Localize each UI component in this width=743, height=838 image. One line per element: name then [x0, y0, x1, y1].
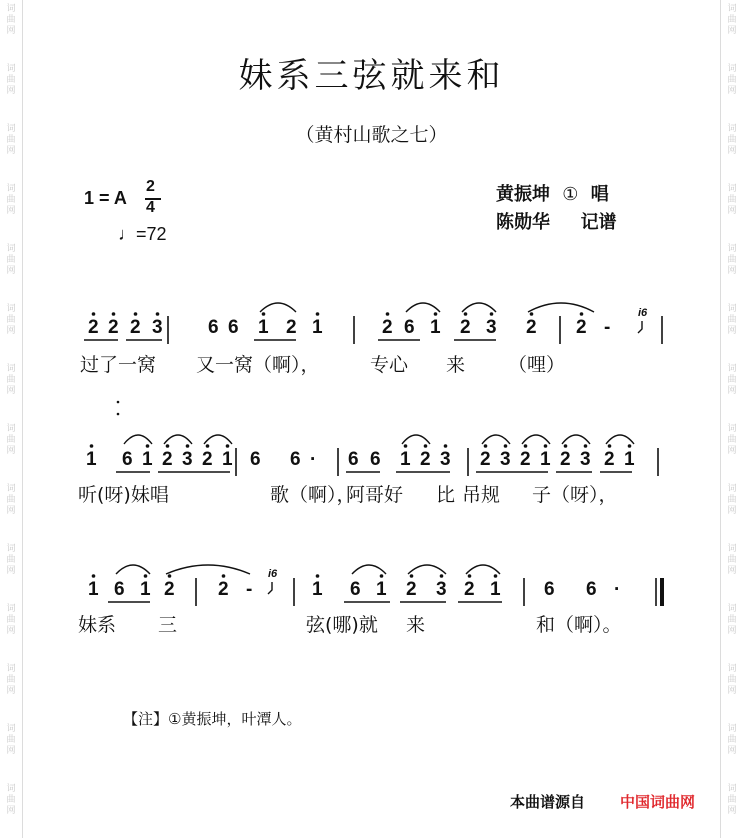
note: 6	[228, 317, 239, 338]
watermark-text: 词 曲 网	[6, 424, 16, 456]
watermark-text: 词 曲 网	[727, 484, 737, 516]
watermark-text: 词 曲 网	[6, 724, 16, 756]
note: 2	[460, 317, 471, 338]
note: 2	[382, 317, 393, 338]
watermark-text: 词 曲 网	[6, 124, 16, 156]
slur	[466, 565, 500, 574]
source-label: 本曲谱源自	[510, 793, 586, 811]
octave-dot	[404, 444, 408, 448]
note: 1	[400, 449, 411, 470]
note: 1	[86, 449, 97, 470]
watermark-text: 词 曲 网	[727, 184, 737, 216]
slur	[166, 565, 250, 574]
watermark-text: 词 曲 网	[727, 664, 737, 696]
note: 6	[350, 579, 361, 600]
note: 2	[218, 579, 229, 600]
note: 1	[312, 317, 323, 338]
slur	[606, 435, 634, 444]
note: 3	[500, 449, 511, 470]
footnote: 【注】①黄振坤，叶潭人。	[123, 710, 302, 728]
lyric-text: 三	[158, 614, 178, 636]
note: 3	[436, 579, 447, 600]
note: 6	[370, 449, 381, 470]
note: 1	[258, 317, 269, 338]
octave-dot	[504, 444, 508, 448]
octave-dot	[544, 444, 548, 448]
octave-dot	[144, 574, 148, 578]
lyric-text: 吊规	[462, 484, 501, 506]
octave-dot	[316, 312, 320, 316]
note: 2	[88, 317, 99, 338]
note: 2	[420, 449, 431, 470]
grace-note: i6	[268, 568, 278, 580]
lyric-text: 来	[446, 354, 466, 376]
tempo-value: =72	[136, 224, 167, 244]
note: 1	[140, 579, 151, 600]
transcriber-name: 陈勋华	[496, 212, 550, 233]
note: 2	[526, 317, 537, 338]
watermark-text: 词 曲 网	[6, 484, 16, 516]
note: 6	[208, 317, 219, 338]
octave-dot	[112, 312, 116, 316]
note: 6	[544, 579, 555, 600]
watermark-text: 词 曲 网	[6, 304, 16, 336]
transcriber-role: 记谱	[580, 212, 617, 233]
watermark-text: 词 曲 网	[727, 424, 737, 456]
slur	[260, 303, 296, 312]
time-signature-denominator: 4	[146, 199, 155, 216]
octave-dot	[134, 312, 138, 316]
watermark-text: 词 曲 网	[727, 724, 737, 756]
lyric-text: 来	[406, 614, 426, 636]
octave-dot	[444, 444, 448, 448]
watermark-text: 词 曲 网	[6, 4, 16, 36]
note: 2	[576, 317, 587, 338]
slur	[528, 303, 594, 312]
slur	[562, 435, 590, 444]
note: 1	[430, 317, 441, 338]
note: 2	[286, 317, 297, 338]
note: 2	[162, 449, 173, 470]
watermark-text: 词 曲 网	[6, 604, 16, 636]
watermark-text: 词 曲 网	[727, 364, 737, 396]
octave-dot	[386, 312, 390, 316]
breath-dot	[117, 413, 120, 416]
note: 2	[604, 449, 615, 470]
octave-dot	[484, 444, 488, 448]
note: 3	[152, 317, 163, 338]
note: 6	[122, 449, 133, 470]
slur	[352, 565, 386, 574]
watermark-text: 词 曲 网	[727, 304, 737, 336]
note: 6	[404, 317, 415, 338]
note: 2	[480, 449, 491, 470]
octave-dot	[580, 312, 584, 316]
watermark-text: 词 曲 网	[6, 184, 16, 216]
lyric-text: 过了一窝	[80, 354, 157, 376]
lyric-text: 弦(哪)就	[306, 614, 378, 636]
note: 2	[108, 317, 119, 338]
octave-dot	[156, 312, 160, 316]
watermark-text: 词 曲 网	[6, 544, 16, 576]
note: 6	[290, 449, 301, 470]
octave-dot	[226, 444, 230, 448]
note: 2	[130, 317, 141, 338]
octave-dot	[490, 312, 494, 316]
octave-dot	[524, 444, 528, 448]
note: 1	[222, 449, 233, 470]
grace-stem	[268, 582, 272, 594]
watermark-text: 词 曲 网	[727, 544, 737, 576]
watermark-text: 词 曲 网	[6, 364, 16, 396]
song-subtitle: （黄村山歌之七）	[295, 124, 448, 146]
slur	[522, 435, 550, 444]
slur	[402, 435, 430, 444]
octave-dot	[530, 312, 534, 316]
note: 6	[114, 579, 125, 600]
octave-dot	[380, 574, 384, 578]
slur	[482, 435, 510, 444]
lyric-text: 子（呀），	[532, 484, 618, 506]
octave-dot	[410, 574, 414, 578]
octave-dot	[440, 574, 444, 578]
note: -	[604, 317, 611, 338]
watermark-text: 词 曲 网	[727, 604, 737, 636]
key-signature: 1 = A	[84, 188, 127, 208]
note: 2	[406, 579, 417, 600]
note: 2	[202, 449, 213, 470]
grace-stem	[638, 321, 642, 333]
octave-dot	[584, 444, 588, 448]
note: 6	[348, 449, 359, 470]
slur	[462, 303, 496, 312]
footnote-mark: ①	[562, 184, 579, 205]
lyric-text: 听(呀)妹唱	[78, 484, 169, 506]
watermark-text: 词 曲 网	[727, 4, 737, 36]
note: 2	[464, 579, 475, 600]
lyric-text: 歌（啊），	[270, 484, 356, 506]
watermark-text: 词 曲 网	[727, 64, 737, 96]
note: 2	[560, 449, 571, 470]
note: 3	[580, 449, 591, 470]
slur	[408, 565, 446, 574]
slur	[204, 435, 232, 444]
slur	[116, 565, 150, 574]
octave-dot	[494, 574, 498, 578]
octave-dot	[222, 574, 226, 578]
watermark-text: 词 曲 网	[6, 64, 16, 96]
singer-name: 黄振坤	[496, 184, 550, 205]
singer-role: 唱	[590, 184, 609, 205]
grace-note: i6	[638, 307, 648, 319]
note: 3	[486, 317, 497, 338]
octave-dot	[146, 444, 150, 448]
note: 1	[376, 579, 387, 600]
note: 6	[250, 449, 261, 470]
note: ·	[310, 449, 317, 470]
note: 1	[88, 579, 99, 600]
slur	[124, 435, 152, 444]
lyric-text: （哩）	[508, 354, 566, 376]
lyric-text: 阿哥好	[346, 484, 404, 506]
octave-dot	[92, 312, 96, 316]
note: 2	[164, 579, 175, 600]
watermark-text: 词 曲 网	[6, 664, 16, 696]
lyric-text: 专心	[370, 354, 409, 376]
lyric-text: 比	[436, 484, 456, 506]
watermark-text: 词 曲 网	[6, 784, 16, 816]
note: 6	[586, 579, 597, 600]
note: 1	[624, 449, 635, 470]
time-signature-numerator: 2	[146, 178, 155, 195]
octave-dot	[316, 574, 320, 578]
watermark-text: 词 曲 网	[6, 244, 16, 276]
octave-dot	[424, 444, 428, 448]
octave-dot	[434, 312, 438, 316]
breath-dot	[117, 401, 120, 404]
octave-dot	[206, 444, 210, 448]
quarter-note-icon: ♩	[118, 224, 136, 244]
slur	[406, 303, 440, 312]
watermark-text: 词 曲 网	[727, 244, 737, 276]
lyric-text: 又一窝（啊），	[196, 354, 320, 376]
watermark-text: 词 曲 网	[727, 124, 737, 156]
note: -	[246, 579, 253, 600]
lyric-text: 妹系	[78, 614, 117, 636]
octave-dot	[628, 444, 632, 448]
note: 1	[540, 449, 551, 470]
note: 3	[182, 449, 193, 470]
octave-dot	[608, 444, 612, 448]
note: 1	[490, 579, 501, 600]
octave-dot	[186, 444, 190, 448]
octave-dot	[90, 444, 94, 448]
octave-dot	[92, 574, 96, 578]
slur	[164, 435, 192, 444]
lyric-text: 和（啊）。	[536, 614, 622, 636]
octave-dot	[464, 312, 468, 316]
note: ·	[614, 579, 621, 600]
octave-dot	[168, 574, 172, 578]
octave-dot	[468, 574, 472, 578]
note: 1	[312, 579, 323, 600]
note: 1	[142, 449, 153, 470]
octave-dot	[564, 444, 568, 448]
watermark-text: 词 曲 网	[727, 784, 737, 816]
octave-dot	[262, 312, 266, 316]
octave-dot	[166, 444, 170, 448]
source-site-link[interactable]: 中国词曲网	[620, 793, 696, 811]
note: 3	[440, 449, 451, 470]
note: 2	[520, 449, 531, 470]
song-title: 妹系三弦就来和	[238, 56, 505, 96]
